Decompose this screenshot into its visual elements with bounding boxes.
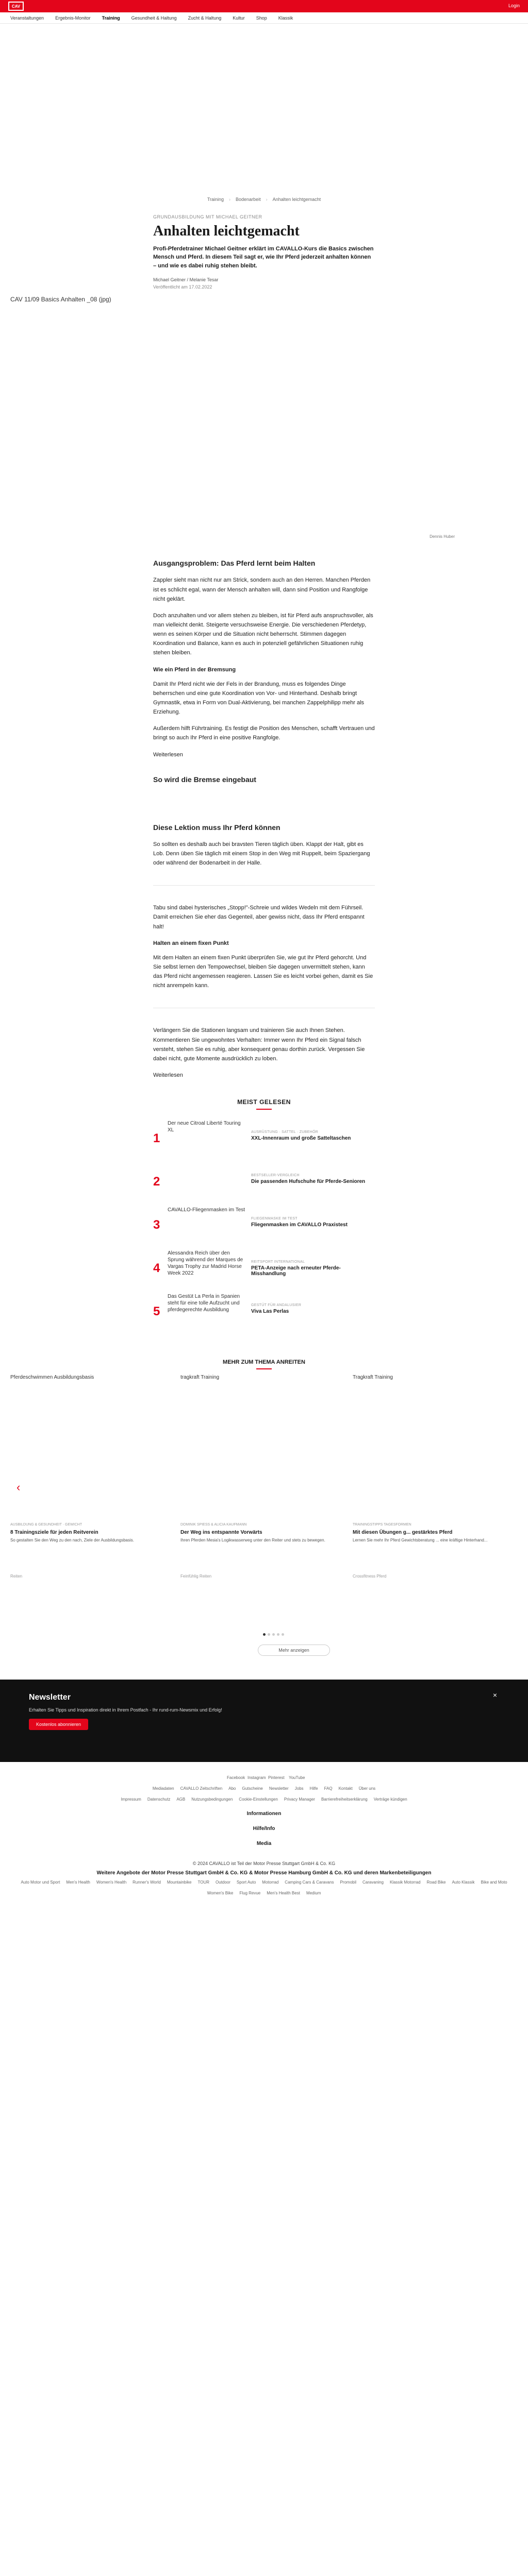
- card-title[interactable]: Der Weg ins entspannte Vorwärts: [180, 1530, 262, 1536]
- card-title[interactable]: Mit diesen Übungen g... gestärktes Pferd: [353, 1530, 453, 1536]
- card-text: Lernen Sie mehr Ihr Pferd Gewichtsberatung ... eine kräftige Hinterhand...: [353, 1538, 488, 1543]
- brand-link[interactable]: Camping Cars & Caravans: [285, 1880, 334, 1885]
- section-heading: So wird die Bremse eingebaut: [153, 775, 256, 784]
- login-link[interactable]: Login: [508, 3, 520, 8]
- article-header: [153, 214, 375, 290]
- brand-link[interactable]: Sport Auto: [236, 1880, 256, 1885]
- card-source: Reiten: [10, 1574, 23, 1579]
- nav-item[interactable]: Klassik: [278, 15, 293, 21]
- card-image[interactable]: Tragkraft Training: [353, 1375, 393, 1381]
- brand-link[interactable]: Road Bike: [426, 1880, 446, 1885]
- divider: [153, 885, 375, 886]
- paragraph: Außerdem hilft Führtraining. Es festigt die Position des Menschen, schafft Vertrauen und bringt so auch Ihr Pferd in eine positive Rangfolge.: [153, 725, 375, 741]
- paragraph: Verlängern Sie die Stationen langsam und trainieren Sie auch Ihnen Stehen. Kommentieren Sie ungewohntes Verhalten: Immer wenn Ihr Pferd ein Signal falsch versteht, stehen Sie es ruhig, aber konsequent genau dorthin zurück. Vergessen Sie dabei nicht, gute Momente ausdrücklich zu loben.: [153, 1027, 365, 1062]
- carousel-dot[interactable]: [272, 1633, 275, 1636]
- footer-link[interactable]: Datenschutz: [147, 1797, 171, 1802]
- item-headline[interactable]: Viva Las Perlas: [251, 1309, 289, 1315]
- paragraph: Mit dem Halten an einem fixen Punkt überprüfen Sie, wie gut Ihr Pferd gehorcht. Und Sie selbst lernen den Tempowechsel, bleiben Sie dagegen unvermittelt stehen, kann das Pferd nicht angemessen reagieren. Lassen Sie es leicht vorbei gehen, damit es Sie nicht anrempeln kann.: [153, 954, 373, 989]
- instagram-icon[interactable]: Instagram: [248, 1775, 266, 1781]
- nav-item[interactable]: Kultur: [233, 15, 245, 21]
- footer-link[interactable]: FAQ: [324, 1786, 333, 1791]
- footer-legal-links: [0, 1797, 528, 1802]
- footer-link[interactable]: Cookie-Einstellungen: [239, 1797, 278, 1802]
- card-source: Crossfitness Pferd: [353, 1574, 387, 1579]
- title-underline: [256, 1368, 272, 1369]
- newsletter-title: Newsletter: [29, 1693, 71, 1702]
- title-underline: [256, 1109, 272, 1110]
- article-body: [153, 557, 375, 1080]
- card-title[interactable]: 8 Trainingsziele für jeden Reitverein: [10, 1530, 98, 1536]
- card-image[interactable]: Pferdeschwimmen Ausbildungsbasis: [10, 1375, 94, 1381]
- brand-link[interactable]: Runner's World: [133, 1880, 161, 1885]
- carousel-dot[interactable]: [282, 1633, 284, 1636]
- brand-link[interactable]: Flug Revue: [239, 1891, 261, 1896]
- article-kicker: GRUNDAUSBILDUNG MIT MICHAEL GEITNER: [153, 214, 262, 219]
- footer-link[interactable]: AGB: [176, 1797, 186, 1802]
- item-headline[interactable]: Die passenden Hufschuhe für Pferde-Senioren: [251, 1179, 366, 1185]
- article-lead: Profi-Pferdetrainer Michael Geitner erklärt im CAVALLO-Kurs die Basics zwischen Mensch und Pferd. In diesem Teil sagt er, wie Ihr Pferd jederzeit anhalten können – und wie es dabei ruhig stehen bleibt.: [153, 245, 374, 269]
- article-title: Anhalten leichtgemacht: [153, 223, 300, 239]
- footer-link[interactable]: Über uns: [358, 1786, 376, 1791]
- rank-number: 4: [153, 1261, 160, 1276]
- close-icon[interactable]: ×: [492, 1691, 497, 1700]
- youtube-icon[interactable]: YouTube: [289, 1775, 305, 1781]
- brand-link[interactable]: Auto Motor und Sport: [21, 1880, 60, 1885]
- more-section-title: MEHR ZUM THEMA ANREITEN: [223, 1359, 305, 1366]
- breadcrumb-separator: ›: [229, 197, 231, 202]
- brand-link[interactable]: TOUR: [197, 1880, 210, 1885]
- rank-number: 1: [153, 1131, 160, 1146]
- newsletter-subscribe-button[interactable]: Kostenlos abonnieren: [29, 1719, 88, 1730]
- subheading: Halten an einem fixen Punkt: [153, 940, 229, 946]
- paragraph: Zappler sieht man nicht nur am Strick, sondern auch an den Herren. Manchen Pferden ist es schlicht egal, wann der Mensch anhalten will, dann sind Position und Rangfolge nicht geklärt.: [153, 577, 371, 602]
- rank-number: 2: [153, 1175, 160, 1189]
- most-read-item[interactable]: [153, 1207, 375, 1242]
- ad-slot: [0, 24, 528, 194]
- footer-link[interactable]: Gutscheine: [242, 1786, 263, 1791]
- article-authors[interactable]: Michael Geitner / Melanie Tesar: [153, 277, 219, 283]
- hero-image-credit: Dennis Huber: [430, 534, 455, 539]
- hero-image: [6, 296, 522, 543]
- related-card[interactable]: [353, 1375, 518, 1579]
- brand-link[interactable]: Motorrad: [262, 1880, 279, 1885]
- newsletter-box: [0, 1680, 528, 1762]
- hero-image-alt: CAV 11/09 Basics Anhalten _08 (jpg): [10, 296, 111, 303]
- brand-links: [0, 1880, 528, 1895]
- brand-link[interactable]: Promobil: [340, 1880, 357, 1885]
- footer-heading: Media: [256, 1841, 272, 1847]
- nav-item[interactable]: Zucht & Haltung: [188, 15, 222, 21]
- thumbnail[interactable]: CAVALLO-Fliegenmasken im Test: [168, 1207, 245, 1213]
- thumbnail[interactable]: [168, 1163, 246, 1198]
- card-kicker: TRAININGSTIPPS TAGESFORMEN: [353, 1523, 411, 1527]
- paragraph: Doch anzuhalten und vor allem stehen zu bleiben, ist für Pferd aufs anspruchsvoller, als man vielleicht denkt. Steigerte versuchsweise Energie. Die verschiedenen Pferdetyp, wenn es seinen Körper und die Situation nicht beherrscht. Stimmen dagegen Koordination und Balance, kann es auch in potenziell gefährlichen Situationen ruhig stehen bleiben.: [153, 612, 373, 656]
- card-kicker: DOMINIK SPIESS & ALICIA KAUFMANN: [180, 1523, 247, 1527]
- breadcrumb-item[interactable]: Training: [207, 197, 224, 202]
- item-kicker: GESTÜT FÜR ANDALUSIER: [251, 1303, 302, 1308]
- nav-item[interactable]: Shop: [256, 15, 267, 21]
- brand-link[interactable]: Men's Health Best: [267, 1891, 300, 1896]
- paragraph: So sollten es deshalb auch bei bravsten Tieren täglich üben. Klappt der Halt, gibt es Lob. Denn üben Sie täglich mit einem Stop in den Weg mit Ruppelt, beim Spaziergang oder während der Bodenarbeit in der Halle.: [153, 841, 370, 867]
- footer-heading: Hilfe/Info: [253, 1826, 275, 1832]
- footer-link[interactable]: Barrierefreiheitserklärung: [321, 1797, 368, 1802]
- most-read-item[interactable]: [153, 1163, 375, 1198]
- paragraph: Tabu sind dabei hysterisches „Stopp!"-Schreie und wildes Wedeln mit dem Führseil. Damit erreichen Sie eher das Gegenteil, aber gewiss nicht, dass Ihr Pferd entspannt halt!: [153, 905, 365, 930]
- paragraph: Damit Ihr Pferd nicht wie der Fels in der Brandung, muss es folgendes Dinge beherrschen und eine gute Koordination von Vor- und Hinterhand. Deshalb bringt Gymnastik, etwa in Form von Dual-Aktivierung, bei manchen Zappelphilipp mehr als Erziehung.: [153, 681, 365, 716]
- footer: [0, 1775, 528, 1895]
- facebook-icon[interactable]: Facebook: [227, 1775, 245, 1781]
- most-read-section: [153, 1098, 375, 1328]
- thumbnail[interactable]: Alessandra Reich über den Sprung während der Marques de Vargas Trophy zur Madrid Horse Week 2022: [168, 1250, 243, 1277]
- footer-link[interactable]: Hilfe: [309, 1786, 318, 1791]
- section-heading: Diese Lektion muss Ihr Pferd können: [153, 823, 280, 832]
- social-links: [0, 1775, 528, 1780]
- most-read-item[interactable]: [153, 1250, 375, 1285]
- item-kicker: AUSRÜSTUNG · SATTEL · ZUBEHÖR: [251, 1130, 319, 1134]
- footer-link[interactable]: Kontakt: [338, 1786, 353, 1791]
- footer-links: [0, 1786, 528, 1791]
- carousel-dot[interactable]: [268, 1633, 270, 1636]
- footer-link[interactable]: Jobs: [294, 1786, 304, 1791]
- nav-item-active[interactable]: Training: [102, 15, 120, 21]
- card-text: Ihren Pferden Mesia's Logikwasserweg unter den Reiter und stets zu bewegen.: [180, 1538, 325, 1543]
- subheading: Wie ein Pferd in der Bremsung: [153, 666, 236, 673]
- carousel-pagination: [263, 1633, 284, 1636]
- item-kicker: FLIEGENMASKE IM TEST: [251, 1217, 298, 1221]
- brand-link[interactable]: Medium: [306, 1891, 321, 1896]
- footer-link[interactable]: Impressum: [121, 1797, 141, 1802]
- nav-item[interactable]: Gesundheit & Haltung: [131, 15, 177, 21]
- related-card[interactable]: [180, 1375, 345, 1579]
- footer-link[interactable]: Newsletter: [269, 1786, 289, 1791]
- card-image[interactable]: tragkraft Training: [180, 1375, 220, 1381]
- footer-heading: Informationen: [246, 1811, 282, 1817]
- brand-link[interactable]: Women's Bike: [207, 1891, 234, 1896]
- related-card[interactable]: [10, 1375, 175, 1579]
- item-headline[interactable]: XXL-Innenraum und große Satteltaschen: [251, 1136, 351, 1142]
- card-source: Feinfühlig Reiten: [180, 1574, 212, 1579]
- show-more-button[interactable]: Mehr anzeigen: [258, 1645, 330, 1656]
- read-more-link[interactable]: Weiterlesen: [153, 751, 183, 758]
- brand-link[interactable]: Mountainbike: [167, 1880, 192, 1885]
- brand-link[interactable]: Men's Health: [66, 1880, 90, 1885]
- item-kicker: REITSPORT INTERNATIONAL: [251, 1260, 305, 1264]
- newsletter-text: Erhalten Sie Tipps und Inspiration direkt in Ihrem Postfach - Ihr rund-rum-Newsmix und Erfolg!: [29, 1707, 222, 1713]
- site-logo[interactable]: CAV: [8, 2, 24, 11]
- carousel-dot-active[interactable]: [263, 1633, 266, 1636]
- publisher-line: Weitere Angebote der Motor Presse Stuttgart GmbH & Co. KG & Motor Presse Hamburg GmbH & Co. KG und deren Markenbeteiligungen: [96, 1870, 432, 1876]
- thumbnail[interactable]: Das Gestüt La Perla in Spanien steht für eine tolle Aufzucht und pferdegerechte Ausbildung: [168, 1294, 240, 1313]
- copyright: © 2024 CAVALLO ist Teil der Motor Presse Stuttgart GmbH & Co. KG: [192, 1861, 336, 1867]
- footer-link[interactable]: Nutzungsbedingungen: [191, 1797, 233, 1802]
- breadcrumb-item[interactable]: Bodenarbeit: [236, 197, 261, 202]
- card-text: So gestalten Sie den Weg zu den nach, Ziele der Ausbildungsbasis.: [10, 1538, 135, 1543]
- article-date: Veröffentlicht am 17.02.2022: [153, 284, 212, 290]
- footer-link[interactable]: Verträge kündigen: [373, 1797, 407, 1802]
- breadcrumb-item-current: Anhalten leichtgemacht: [272, 197, 321, 202]
- top-bar: [0, 0, 528, 12]
- brand-link[interactable]: Bike and Moto: [481, 1880, 507, 1885]
- most-read-item[interactable]: [153, 1293, 375, 1328]
- main-navigation: [0, 12, 528, 24]
- nav-item[interactable]: Veranstaltungen: [10, 15, 44, 21]
- card-kicker: AUSBILDUNG & GESUNDHEIT · GEWICHT: [10, 1523, 82, 1527]
- item-headline[interactable]: Fliegenmasken im CAVALLO Praxistest: [251, 1222, 348, 1228]
- most-read-title: MEIST GELESEN: [237, 1098, 291, 1106]
- carousel-dot[interactable]: [277, 1633, 279, 1636]
- footer-link[interactable]: Privacy Manager: [284, 1797, 315, 1802]
- pinterest-icon[interactable]: Pinterest: [268, 1775, 285, 1781]
- breadcrumb: [0, 194, 528, 205]
- most-read-item[interactable]: [153, 1120, 375, 1155]
- read-more-link[interactable]: Weiterlesen: [153, 1072, 183, 1078]
- footer-link[interactable]: Mediadaten: [152, 1786, 174, 1791]
- brand-link[interactable]: Auto Klassik: [452, 1880, 475, 1885]
- footer-link[interactable]: Abo: [228, 1786, 236, 1791]
- brand-link[interactable]: Caravaning: [362, 1880, 384, 1885]
- carousel-prev-icon[interactable]: ‹: [16, 1481, 21, 1494]
- breadcrumb-separator: ›: [266, 197, 268, 202]
- item-headline[interactable]: PETA-Anzeige nach erneuter Pferde-Misshandlung: [251, 1265, 341, 1277]
- rank-number: 5: [153, 1304, 160, 1319]
- rank-number: 3: [153, 1218, 160, 1232]
- related-carousel: [0, 1375, 528, 1663]
- item-kicker: BESTSELLER-VERGLEICH: [251, 1174, 300, 1178]
- brand-link[interactable]: Outdoor: [216, 1880, 230, 1885]
- section-heading: Ausgangsproblem: Das Pferd lernt beim Halten: [153, 559, 316, 568]
- nav-item[interactable]: Ergebnis-Monitor: [55, 15, 91, 21]
- brand-link[interactable]: Klassik Motorrad: [389, 1880, 421, 1885]
- thumbnail[interactable]: Der neue Citroal Liberté Touring XL: [168, 1121, 241, 1133]
- footer-link[interactable]: CAVALLO Zeitschriften: [180, 1786, 223, 1791]
- brand-link[interactable]: Women's Health: [96, 1880, 127, 1885]
